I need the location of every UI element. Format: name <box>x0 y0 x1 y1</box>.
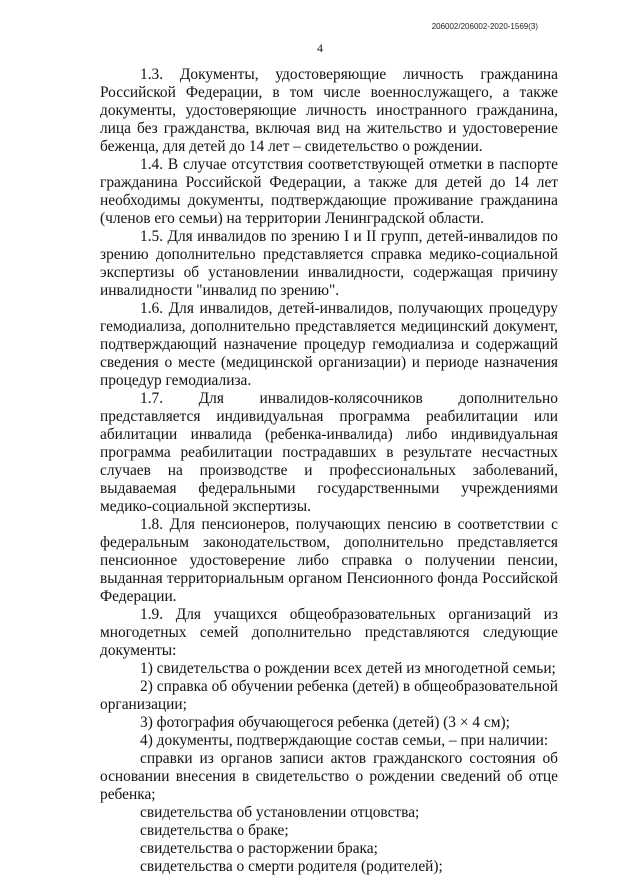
list-item-4: 4) документы, подтверждающие состав семьи, – при наличии: <box>140 732 549 749</box>
paragraph-1-6: 1.6. Для инвалидов, детей-инвалидов, получающих процедуру гемодиализа, дополнительно представляется медицинский документ, подтверждающий назначение процедур гемодиализа и содержащий сведения о месте (медицинской организации) и периоде назначения процедур гемодиализа. <box>100 300 558 389</box>
sub-item-death: свидетельства о смерти родителя (родителей); <box>140 858 443 875</box>
document-code: 206002/206002-2020-1569(3) <box>431 22 538 31</box>
sub-item-paternity: свидетельства об установлении отцовства; <box>140 804 420 821</box>
paragraph-1-7: 1.7. Для инвалидов-колясочников дополнительно представляется индивидуальная программа реабилитации или абилитации инвалида (ребенка-инвалида) либо индивидуальная программа реабилитации пострадавших в результате несчастных случаев на производстве и профессиональных заболеваний, выдаваемая федеральными государственными учреждениями медико-социальной экспертизы. <box>100 390 558 515</box>
paragraph-1-5: 1.5. Для инвалидов по зрению I и II групп, детей-инвалидов по зрению дополнительно представляется справка медико-социальной экспертизы об установлении инвалидности, содержащая причину инвалидности "инвалид по зрению". <box>100 228 558 299</box>
sub-item-divorce: свидетельства о расторжении брака; <box>140 840 378 857</box>
list-item-1: 1) свидетельства о рождении всех детей из многодетной семьи; <box>140 660 556 677</box>
sub-item-civil-registry: справки из органов записи актов гражданского состояния об основании внесения в свидетельство о рождении сведений об отце ребенка; <box>100 750 558 803</box>
paragraph-1-4: 1.4. В случае отсутствия соответствующей отметки в паспорте гражданина Российской Федерации, а также для детей до 14 лет необходимы документы, подтверждающие проживание гражданина (членов его семьи) на территории Ленинградской области. <box>100 156 558 227</box>
page-number: 4 <box>317 41 323 55</box>
list-item-2: 2) справка об обучении ребенка (детей) в общеобразовательной организации; <box>100 678 558 713</box>
document-body <box>100 66 558 876</box>
sub-item-marriage: свидетельства о браке; <box>140 822 289 839</box>
paragraph-1-9: 1.9. Для учащихся общеобразовательных организаций из многодетных семей дополнительно представляются следующие документы: <box>100 606 558 659</box>
list-item-3: 3) фотография обучающегося ребенка (детей) (3 × 4 см); <box>140 714 510 731</box>
paragraph-1-8: 1.8. Для пенсионеров, получающих пенсию в соответствии с федеральным законодательством, дополнительно представляется пенсионное удостоверение либо справка о получении пенсии, выданная территориальным органом Пенсионного фонда Российской Федерации. <box>100 516 558 605</box>
paragraph-1-3: 1.3. Документы, удостоверяющие личность гражданина Российской Федерации, в том числе военнослужащего, а также документы, удостоверяющие личность иностранного гражданина, лица без гражданства, включая вид на жительство и удостоверение беженца, для детей до 14 лет – свидетельство о рождении. <box>100 66 558 155</box>
